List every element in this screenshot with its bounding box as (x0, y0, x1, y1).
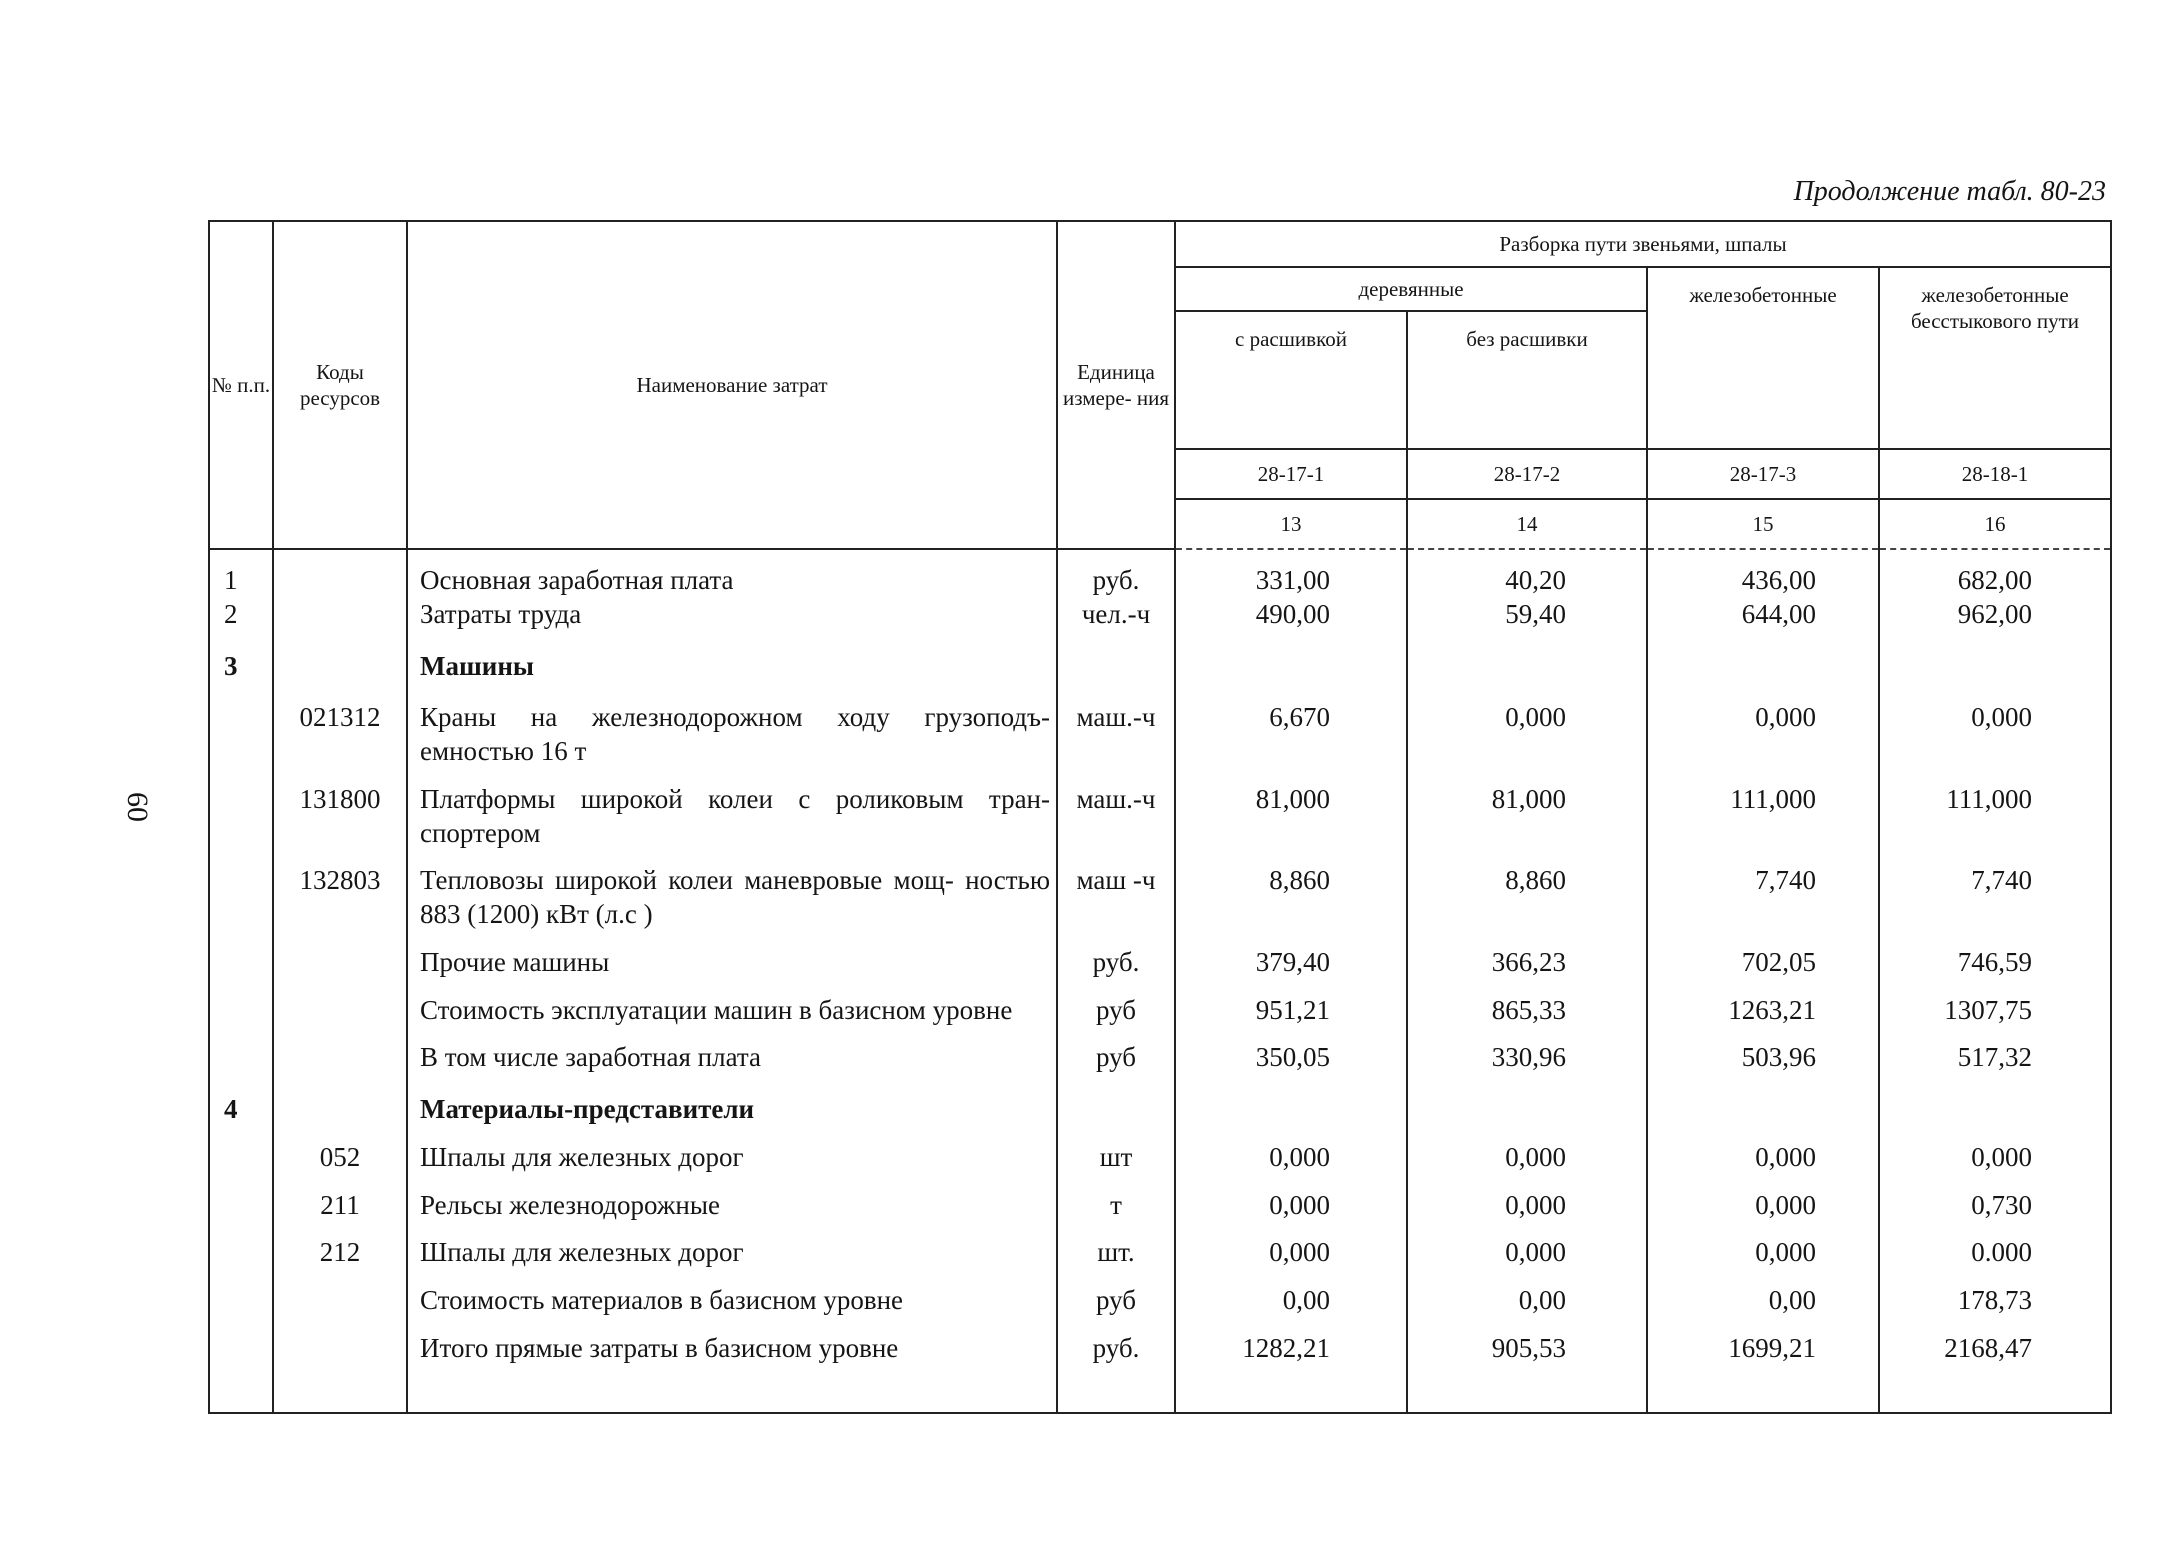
table-row (209, 932, 2111, 980)
row-no: 1 (209, 549, 273, 598)
row-value: 436,00 (1647, 549, 1879, 598)
header-name: Наименование затрат (407, 221, 1057, 549)
table-body (209, 549, 2111, 1413)
row-unit: руб (1057, 980, 1175, 1028)
row-code: 021312 (273, 683, 407, 769)
page-number: 60 (121, 792, 154, 822)
row-name: Тепловозы широкой колеи маневровые мощ- ностью 883 (1200) кВт (л.с ) (407, 850, 1057, 932)
row-name: В том числе заработная плата (407, 1027, 1057, 1075)
row-no (209, 932, 273, 980)
row-name: Рельсы железнодорожные (407, 1175, 1057, 1223)
row-value: 503,96 (1647, 1027, 1879, 1075)
row-value: 330,96 (1407, 1027, 1647, 1075)
header-unit: Единица измере- ния (1057, 221, 1175, 549)
table-row (209, 850, 2111, 932)
header-without-spike: без расшивки (1407, 311, 1647, 449)
row-value: 0,000 (1647, 1127, 1879, 1175)
header-wooden: деревянные (1175, 267, 1647, 311)
row-value: 1699,21 (1647, 1318, 1879, 1413)
header-num-1: 13 (1175, 499, 1407, 549)
row-code (273, 1318, 407, 1413)
row-no (209, 1318, 273, 1413)
section-row (209, 632, 2111, 684)
row-value: 366,23 (1407, 932, 1647, 980)
row-value: 682,00 (1879, 549, 2111, 598)
header-no: № п.п. (209, 221, 273, 549)
row-value: 962,00 (1879, 598, 2111, 632)
row-value: 111,000 (1879, 769, 2111, 851)
row-code: 132803 (273, 850, 407, 932)
table-caption: Продолжение табл. 80-23 (1793, 176, 2106, 207)
table-row (209, 769, 2111, 851)
header-num-2: 14 (1407, 499, 1647, 549)
row-no (209, 683, 273, 769)
table-row (209, 1270, 2111, 1318)
row-no (209, 850, 273, 932)
row-code (273, 598, 407, 632)
row-code: 131800 (273, 769, 407, 851)
row-value: 951,21 (1175, 980, 1407, 1028)
row-name: Прочие машины (407, 932, 1057, 980)
row-value: 6,670 (1175, 683, 1407, 769)
section-title: Машины (407, 632, 1057, 684)
row-unit: маш.-ч (1057, 769, 1175, 851)
cost-table (208, 220, 2112, 1414)
row-value: 0,000 (1879, 1127, 2111, 1175)
row-value: 0,000 (1407, 683, 1647, 769)
table-row (209, 549, 2111, 598)
row-code (273, 549, 407, 598)
row-value: 0,00 (1175, 1270, 1407, 1318)
row-no: 4 (209, 1075, 273, 1127)
table-row (209, 683, 2111, 769)
row-no (209, 1175, 273, 1223)
header-code-1: 28-17-1 (1175, 449, 1407, 499)
row-no (209, 1222, 273, 1270)
row-value: 2168,47 (1879, 1318, 2111, 1413)
header-concrete: железобетонные (1647, 267, 1879, 449)
row-value: 0,00 (1407, 1270, 1647, 1318)
row-unit: руб. (1057, 932, 1175, 980)
row-value: 0,000 (1407, 1175, 1647, 1223)
row-value: 81,000 (1175, 769, 1407, 851)
row-value: 40,20 (1407, 549, 1647, 598)
row-name: Стоимость материалов в базисном уровне (407, 1270, 1057, 1318)
row-value: 8,860 (1407, 850, 1647, 932)
row-value: 0,00 (1647, 1270, 1879, 1318)
header-code-3: 28-17-3 (1647, 449, 1879, 499)
table-row (209, 1175, 2111, 1223)
row-value: 1307,75 (1879, 980, 2111, 1028)
row-value: 1282,21 (1175, 1318, 1407, 1413)
row-code (273, 1027, 407, 1075)
row-value: 0,000 (1407, 1222, 1647, 1270)
row-no (209, 980, 273, 1028)
row-no (209, 1027, 273, 1075)
table-row (209, 598, 2111, 632)
row-value: 379,40 (1175, 932, 1407, 980)
table-row (209, 1222, 2111, 1270)
row-no: 2 (209, 598, 273, 632)
row-value: 746,59 (1879, 932, 2111, 980)
row-unit: руб. (1057, 1318, 1175, 1413)
row-code (273, 980, 407, 1028)
row-unit: чел.-ч (1057, 598, 1175, 632)
row-value: 905,53 (1407, 1318, 1647, 1413)
row-no (209, 769, 273, 851)
row-value: 0,000 (1647, 1222, 1879, 1270)
header-codes: Коды ресурсов (273, 221, 407, 549)
header-concrete-jointless: железобетонные бесстыкового пути (1879, 267, 2111, 449)
row-name: Стоимость эксплуатации машин в базисном уровне (407, 980, 1057, 1028)
section-title: Материалы-представители (407, 1075, 1057, 1127)
row-value: 490,00 (1175, 598, 1407, 632)
table-header (209, 221, 2111, 549)
row-unit: руб. (1057, 549, 1175, 598)
row-unit: руб (1057, 1270, 1175, 1318)
row-value: 331,00 (1175, 549, 1407, 598)
row-value: 1263,21 (1647, 980, 1879, 1028)
row-value: 0,000 (1647, 1175, 1879, 1223)
row-name: Итого прямые затраты в базисном уровне (407, 1318, 1057, 1413)
row-value: 0,000 (1175, 1222, 1407, 1270)
row-name: Шпалы для железных дорог (407, 1127, 1057, 1175)
row-name: Затраты труда (407, 598, 1057, 632)
row-no (209, 1270, 273, 1318)
row-value: 8,860 (1175, 850, 1407, 932)
row-value: 111,000 (1647, 769, 1879, 851)
section-row (209, 1075, 2111, 1127)
row-code: 212 (273, 1222, 407, 1270)
row-no: 3 (209, 632, 273, 684)
row-value: 0,000 (1647, 683, 1879, 769)
row-unit: т (1057, 1175, 1175, 1223)
row-unit: шт. (1057, 1222, 1175, 1270)
table-row (209, 1318, 2111, 1413)
row-value: 59,40 (1407, 598, 1647, 632)
row-name: Краны на железнодорожном ходу грузоподъ- емностью 16 т (407, 683, 1057, 769)
row-value: 0,730 (1879, 1175, 2111, 1223)
header-code-2: 28-17-2 (1407, 449, 1647, 499)
table-row (209, 1027, 2111, 1075)
header-num-4: 16 (1879, 499, 2111, 549)
table-row (209, 980, 2111, 1028)
row-unit: руб (1057, 1027, 1175, 1075)
row-value: 644,00 (1647, 598, 1879, 632)
row-value: 7,740 (1879, 850, 2111, 932)
row-name: Основная заработная плата (407, 549, 1057, 598)
row-name: Платформы широкой колеи с роликовым тран- спортером (407, 769, 1057, 851)
row-value: 0,000 (1879, 683, 2111, 769)
row-unit: маш.-ч (1057, 683, 1175, 769)
row-value: 702,05 (1647, 932, 1879, 980)
row-value: 865,33 (1407, 980, 1647, 1028)
row-value: 178,73 (1879, 1270, 2111, 1318)
row-value: 0,000 (1407, 1127, 1647, 1175)
header-num-3: 15 (1647, 499, 1879, 549)
row-value: 0.000 (1879, 1222, 2111, 1270)
header-with-spike: с расшивкой (1175, 311, 1407, 449)
row-code (273, 1270, 407, 1318)
row-code: 052 (273, 1127, 407, 1175)
row-value: 350,05 (1175, 1027, 1407, 1075)
row-value: 517,32 (1879, 1027, 2111, 1075)
row-value: 0,000 (1175, 1175, 1407, 1223)
row-value: 81,000 (1407, 769, 1647, 851)
row-unit: маш -ч (1057, 850, 1175, 932)
header-group: Разборка пути звеньями, шпалы (1175, 221, 2111, 267)
row-value: 7,740 (1647, 850, 1879, 932)
row-value: 0,000 (1175, 1127, 1407, 1175)
row-no (209, 1127, 273, 1175)
row-code: 211 (273, 1175, 407, 1223)
row-name: Шпалы для железных дорог (407, 1222, 1057, 1270)
header-code-4: 28-18-1 (1879, 449, 2111, 499)
table-row (209, 1127, 2111, 1175)
row-unit: шт (1057, 1127, 1175, 1175)
row-code (273, 932, 407, 980)
